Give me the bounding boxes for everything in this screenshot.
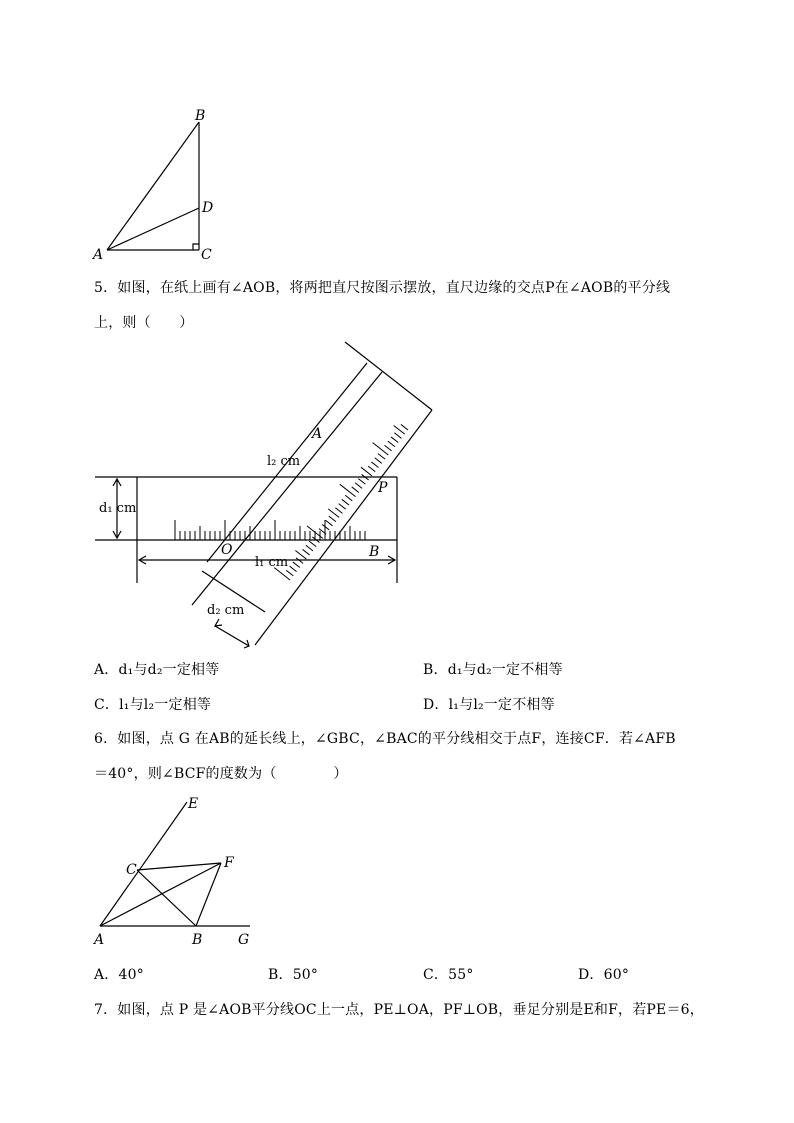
ruler-tick (401, 424, 408, 430)
ruler-tick (328, 509, 339, 518)
label-a-ruler: A (312, 426, 323, 442)
question-6-option-d: D．60° (578, 967, 630, 983)
ruler-tick (355, 483, 362, 489)
question-6-option-c: C．55° (423, 967, 474, 983)
ruler-tick (342, 499, 349, 505)
question-6-line-1: 6．如图，点 G 在AB的延长线上，∠GBC，∠BAC的平分线相交于点F，连接CF．若∠AFB (94, 731, 676, 747)
ruler-tick (391, 437, 398, 443)
question-5-option-b: B．d₁与d₂一定不相等 (423, 662, 563, 678)
question-5-line-2: 上，则（ ） (94, 315, 194, 331)
figure-triangle-abcf (85, 790, 275, 950)
label-e: E (188, 796, 199, 812)
ruler-tick (322, 524, 329, 530)
label-p: P (378, 480, 388, 496)
label-a: A (93, 247, 104, 263)
label-d: D (202, 200, 214, 216)
ruler-tick (289, 566, 296, 572)
question-6-line-2: ＝40°，则∠BCF的度数为（ ） (94, 766, 348, 782)
ruler-tick (339, 504, 346, 510)
label-d1: d₁ cm (99, 501, 137, 516)
label-a-fig3: A (94, 932, 105, 948)
question-6-option-b: B．50° (268, 967, 319, 983)
ruler-tick (326, 520, 333, 526)
ruler-tick (306, 545, 313, 551)
figure-two-rulers (85, 335, 445, 655)
label-l1: l₁ cm (255, 555, 289, 570)
label-b: B (195, 108, 206, 124)
ruler-tick (293, 562, 300, 568)
label-c-fig3: C (126, 862, 137, 878)
ruler-tick (373, 443, 389, 455)
ruler-tick (385, 445, 392, 451)
label-b-ruler: B (369, 544, 380, 560)
label-f: F (224, 855, 234, 871)
ruler-tick (388, 441, 395, 447)
ruler-tick (375, 458, 382, 464)
question-5-line-1: 5．如图，在纸上画有∠AOB，将两把直尺按图示摆放，直尺边缘的交点P在∠AOB的平分线 (94, 280, 671, 296)
ruler-tick (340, 484, 356, 496)
question-5-option-d: D．l₁与l₂一定不相等 (423, 697, 555, 713)
label-c: C (201, 247, 212, 263)
ruler-tick (371, 462, 378, 468)
label-d2: d₂ cm (207, 603, 245, 618)
ruler-tick (358, 479, 365, 485)
ruler-tick (329, 516, 336, 522)
question-5-option-c: C．l₁与l₂一定相等 (94, 697, 212, 713)
figure-triangle-abc (80, 100, 240, 265)
question-5-option-a: A．d₁与d₂一定相等 (94, 662, 220, 678)
ruler-tick (394, 433, 401, 439)
ruler-tick (295, 551, 306, 560)
question-6-option-a: A．40° (94, 967, 144, 983)
label-g: G (238, 932, 250, 948)
ruler-tick (352, 487, 359, 493)
label-l2: l₂ cm (267, 454, 301, 469)
ruler-tick (335, 508, 342, 514)
question-7-line-1: 7．如图，点 P 是∠AOB平分线OC上一点，PE⊥OA，PF⊥OB，垂足分别是E和F，若PE＝6， (94, 1002, 704, 1018)
ruler-tick (303, 549, 310, 555)
label-o: O (221, 542, 233, 558)
ruler-tick (394, 426, 405, 435)
ruler-tick (368, 466, 375, 472)
ruler-tick (345, 495, 352, 501)
ruler-tick (309, 541, 316, 547)
label-b-fig3: B (192, 932, 203, 948)
ruler-tick (361, 467, 372, 476)
ruler-tick (378, 454, 385, 460)
ruler-tick (286, 570, 293, 576)
